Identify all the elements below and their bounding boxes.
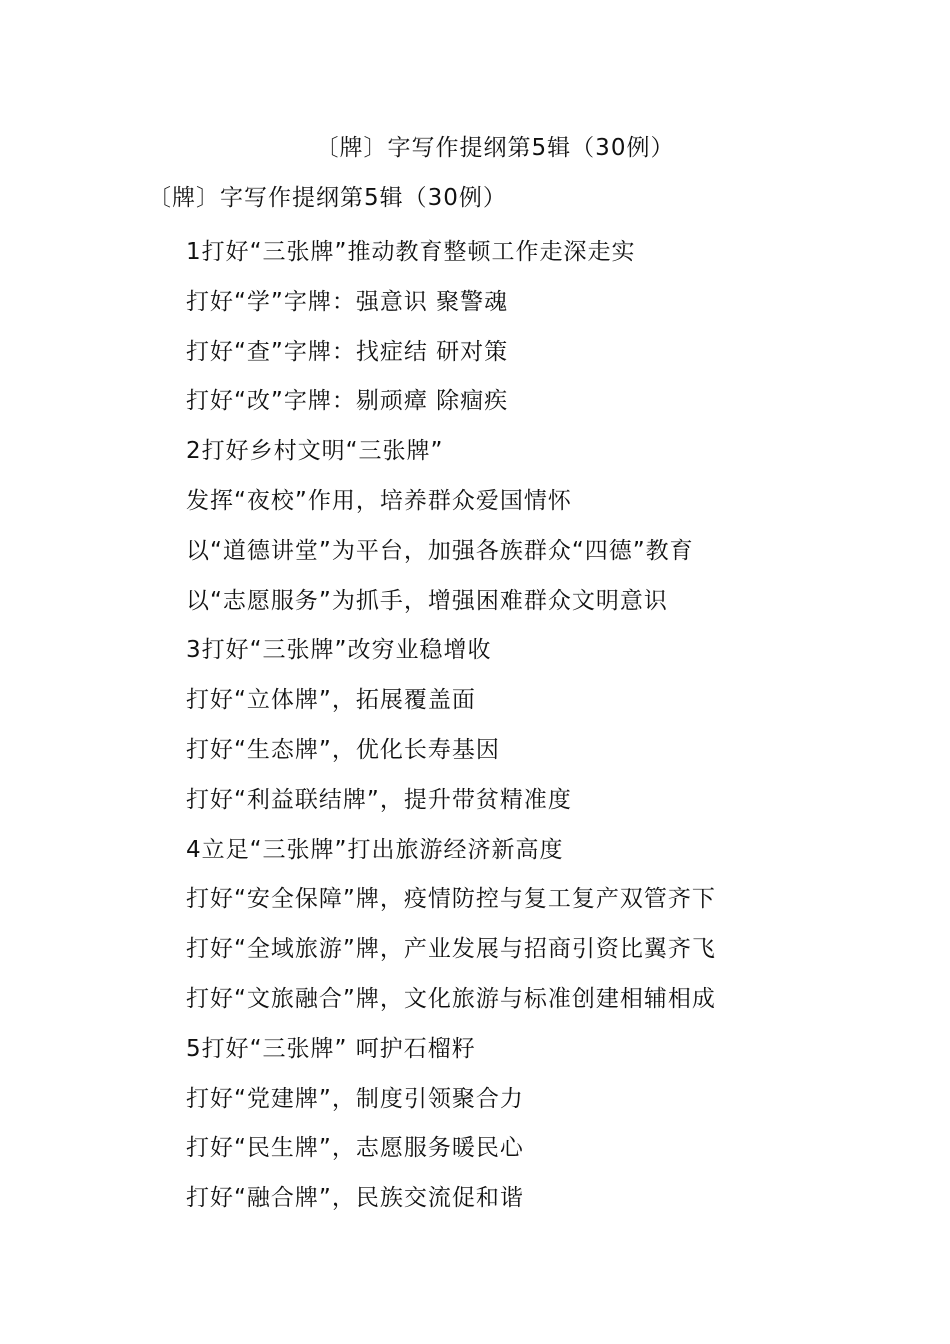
document-subtitle: 〔牌〕字写作提纲第5辑（30例）: [148, 185, 507, 211]
outline-line: 打好“学”字牌：强意识 聚警魂: [186, 288, 509, 315]
outline-line: 打好“党建牌”，制度引领聚合力: [186, 1085, 524, 1112]
outline-line: 打好“生态牌”，优化长寿基因: [186, 736, 500, 763]
outline-line: 5打好“三张牌” 呵护石榴籽: [186, 1035, 476, 1062]
outline-line: 打好“安全保障”牌，疫情防控与复工复产双管齐下: [186, 886, 716, 913]
outline-line: 打好“全域旅游”牌，产业发展与招商引资比翼齐飞: [186, 936, 716, 963]
outline-list: [186, 228, 886, 1224]
outline-line: 打好“查”字牌：找症结 研对策: [186, 338, 509, 365]
outline-line: 以“志愿服务”为抓手，增强困难群众文明意识: [186, 587, 668, 614]
outline-line: 打好“文旅融合”牌，文化旅游与标准创建相辅相成: [186, 985, 716, 1012]
outline-line: 3打好“三张牌”改穷业稳增收: [186, 637, 492, 664]
document-title: 〔牌〕字写作提纲第5辑（30例）: [315, 135, 675, 161]
outline-line: 4立足“三张牌”打出旅游经济新高度: [186, 836, 564, 863]
outline-line: 打好“民生牌”，志愿服务暖民心: [186, 1135, 524, 1162]
outline-line: 发挥“夜校”作用，培养群众爱国情怀: [186, 487, 572, 514]
outline-line: 以“道德讲堂”为平台，加强各族群众“四德”教育: [186, 537, 694, 564]
outline-line: 打好“融合牌”，民族交流促和谐: [186, 1185, 524, 1212]
outline-line: 1打好“三张牌”推动教育整顿工作走深走实: [186, 239, 636, 265]
outline-line: 打好“改”字牌：剔顽瘴 除痼疾: [186, 388, 509, 415]
outline-line: 2打好乡村文明“三张牌”: [186, 438, 444, 465]
outline-line: 打好“立体牌”，拓展覆盖面: [186, 687, 476, 714]
outline-line: 打好“利益联结牌”，提升带贫精准度: [186, 786, 572, 813]
